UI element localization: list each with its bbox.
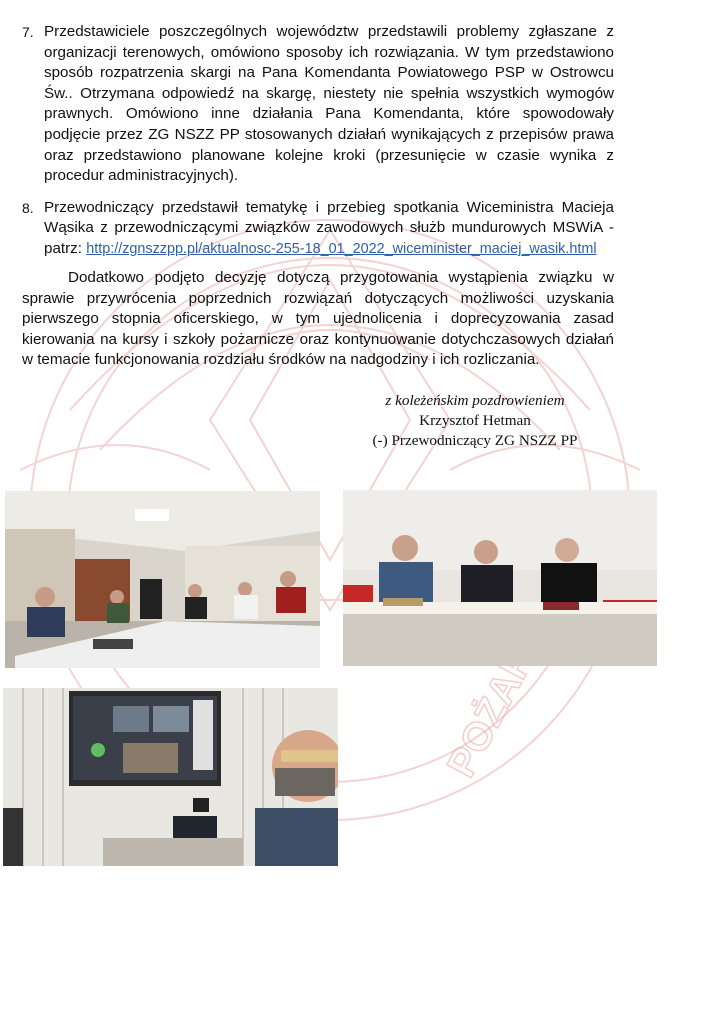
summary-paragraph: Dodatkowo podjęto decyzję dotyczą przygotowania wystąpienia związku w sprawie przywrócenia poprzednich rozwiązań dotyczących możliwości uzyskania pierwszego stopnia oficerskiego, w tym ujednolicenia i doprecyzowania zasad kierowania na kursy i szkoły pożarnicze oraz kontynuowanie dotychczasowych działań w temacie funkcjonowania rozdziału środków na nadgodziny i ich rozliczania. <box>22 269 614 369</box>
signature-name: Krzysztof Hetman <box>419 412 531 429</box>
list-item-number: 7. <box>22 24 34 40</box>
meeting-photo-videocall <box>3 688 338 866</box>
list-item-number: 8. <box>22 199 34 216</box>
signature-closing: z koleżeńskim pozdrowieniem <box>385 392 565 409</box>
meeting-photo-room <box>5 491 320 668</box>
signature-title: (-) Przewodniczący ZG NSZZ PP <box>372 432 578 449</box>
meeting-photo-table <box>343 490 657 666</box>
numbered-list <box>22 22 614 271</box>
list-item-text: Przedstawiciele poszczególnych województw przedstawili problemy zgłaszane z organizacji terenowych, omówiono sposoby ich rozwiązania. W tym przedstawiono sposób rozpatrzenia skargi na Pana Komendanta Powiatowego PSP w Ostrowcu Św.. Otrzymana odpowiedź na skargę, niestety nie spełnia wszystkich wymogów prawnych. Omówiono inne działania Pana Komendanta, które spowodowały podjęcie przez ZG NSZZ PP stosowanych działań wynikających z przepisów prawa oraz przedstawiono planowane kolejne kroki (przesunięcie w czasie wynika z procedur administracyjnych). <box>44 23 614 185</box>
list-item-text <box>44 198 614 260</box>
signature-block <box>350 391 600 451</box>
news-link[interactable]: http://zgnszzpp.pl/aktualnosc-255-18_01_2022_wiceminister_maciej_wasik.html <box>86 240 597 257</box>
list-item <box>22 198 614 260</box>
list-item-body: Przewodniczący przedstawił tematykę i przebieg spotkania Wiceministra Macieja Wąsika z przewodniczącymi związków zawodowych służb mundurowych MSWiA - patrz: <box>44 198 614 257</box>
list-item <box>22 22 614 187</box>
